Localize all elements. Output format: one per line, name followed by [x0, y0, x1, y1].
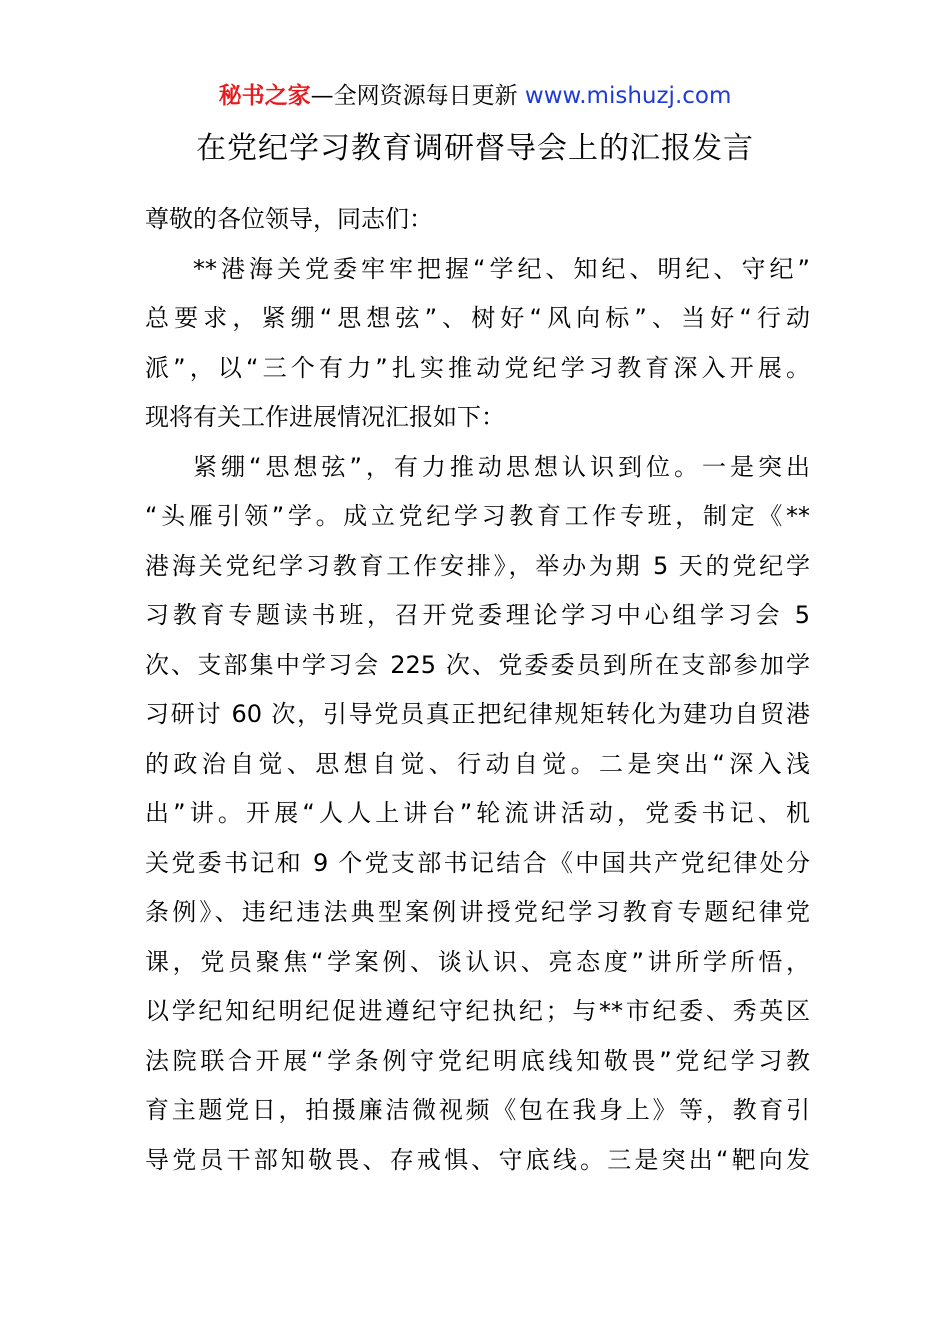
document-title: 在党纪学习教育调研督导会上的汇报发言 [196, 131, 754, 166]
salutation-line: 尊敬的各位领导，同志们： [145, 205, 433, 233]
paragraph-line: 次、支部集中学习会 225 次、党委委员到所在支部参加学 [145, 650, 810, 679]
header-tagline: —全网资源每日更新 [310, 83, 525, 109]
site-header [0, 78, 950, 114]
paragraph-line: 习教育专题读书班，召开党委理论学习中心组学习会 5 [145, 601, 810, 629]
paragraph-line: “头雁引领”学。成立党纪学习教育工作专班，制定《** [145, 502, 810, 530]
paragraph-line: 紧绷“思想弦”，有力推动思想认识到位。一是突出 [193, 452, 810, 481]
paragraph-line: 派”，以“三个有力”扎实推动党纪学习教育深入开展。 [145, 353, 810, 382]
paragraph-line: 关党委书记和 9 个党支部书记结合《中国共产党纪律处分 [145, 848, 810, 877]
brand-name: 秘书之家 [218, 83, 311, 109]
paragraph-line: 出”讲。开展“人人上讲台”轮流讲活动，党委书记、机 [145, 799, 810, 827]
paragraph-line: 港海关党纪学习教育工作安排》，举办为期 5 天的党纪学 [145, 551, 810, 580]
paragraph-line: 课，党员聚焦“学案例、谈认识、亮态度”讲所学所悟， [145, 947, 810, 976]
site-url-link[interactable]: www.mishuzj.com [524, 83, 732, 109]
paragraph-line: 习研讨 60 次，引导党员真正把纪律规矩转化为建功自贸港 [145, 700, 810, 728]
paragraph-line: **港海关党委牢牢把握“学纪、知纪、明纪、守纪” [193, 254, 810, 283]
paragraph-line: 的政治自觉、思想自觉、行动自觉。二是突出“深入浅 [145, 749, 810, 778]
paragraph-line: 法院联合开展“学条例守党纪明底线知敬畏”党纪学习教 [145, 1046, 810, 1075]
paragraph-line: 现将有关工作进展情况汇报如下： [145, 403, 505, 431]
document-body [145, 195, 810, 1185]
paragraph-line: 育主题党日，拍摄廉洁微视频《包在我身上》等，教育引 [145, 1096, 810, 1124]
paragraph-line: 总要求，紧绷“思想弦”、树好“风向标”、当好“行动 [145, 304, 810, 332]
paragraph-line: 导党员干部知敬畏、存戒惧、守底线。三是突出“靶向发 [145, 1145, 810, 1174]
paragraph-line: 以学纪知纪明纪促进遵纪守纪执纪；与**市纪委、秀英区 [145, 997, 810, 1025]
paragraph-line: 条例》、违纪违法典型案例讲授党纪学习教育专题纪律党 [145, 898, 810, 926]
